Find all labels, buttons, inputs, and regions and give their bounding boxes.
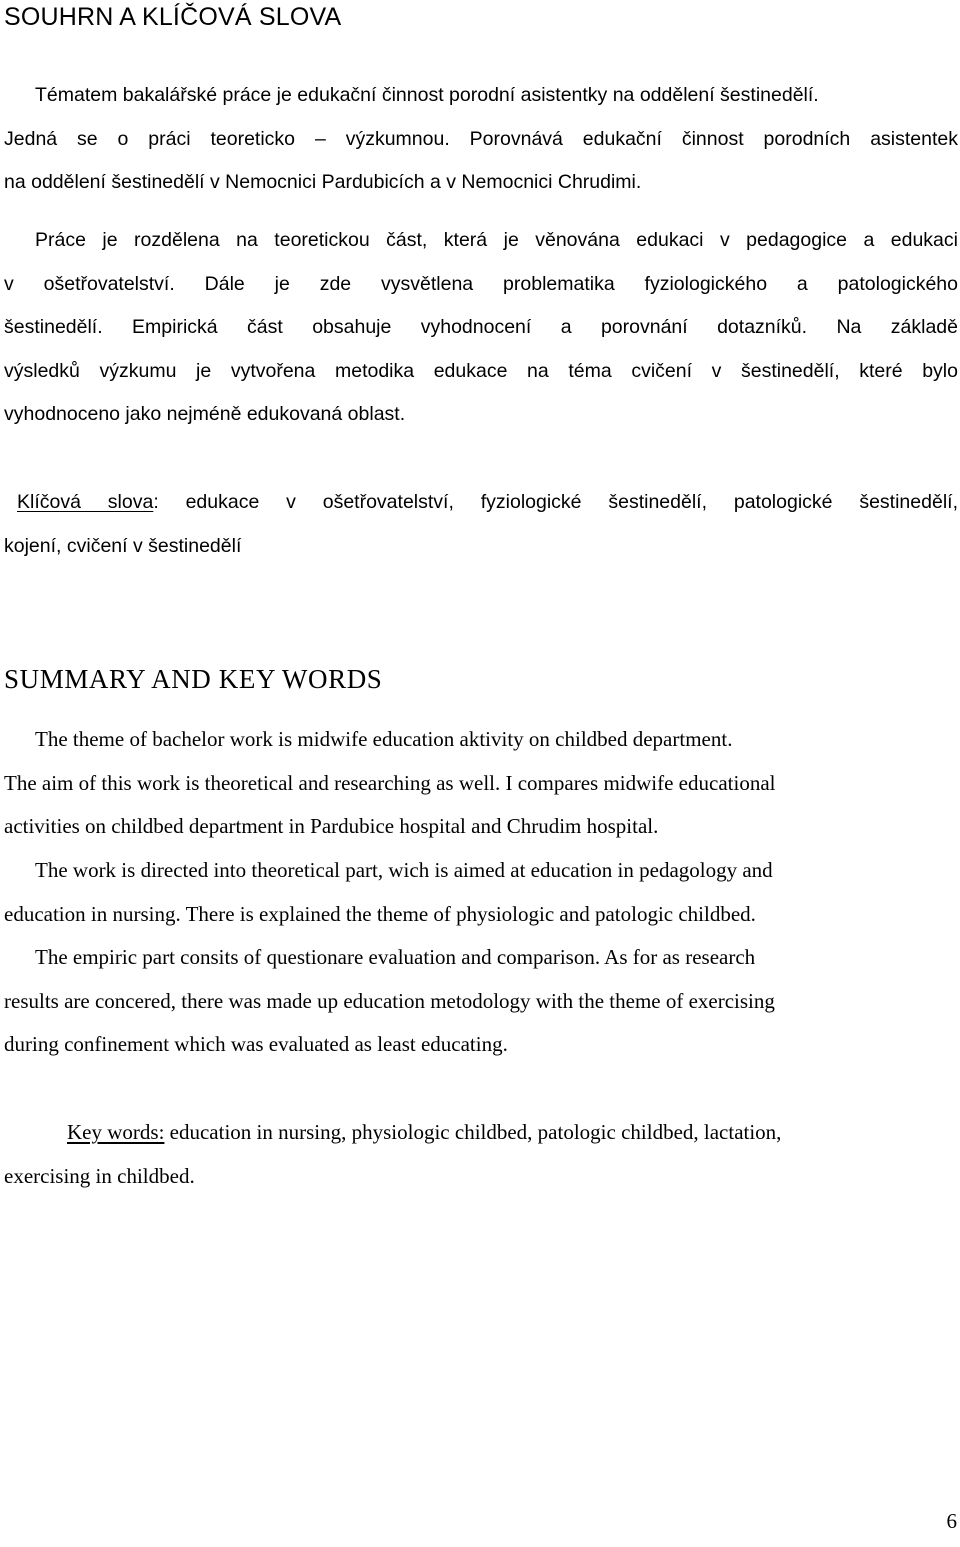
czech-keywords <box>4 481 958 568</box>
english-paragraph-2 <box>4 849 958 936</box>
page-number: 6 <box>946 1509 957 1533</box>
text-line: Tématem bakalářské práce je edukační činnost porodní asistentky na oddělení šestinedělí. <box>35 84 819 106</box>
text-line <box>4 1111 958 1155</box>
text-line: The theme of bachelor work is midwife education aktivity on childbed department. <box>35 727 733 751</box>
text-line: activities on childbed department in Pardubice hospital and Chrudim hospital. <box>4 814 659 839</box>
text-line: exercising in childbed. <box>4 1163 195 1188</box>
czech-paragraph-1 <box>4 74 958 205</box>
text-line: vyhodnoceno jako nejméně edukovaná oblast. <box>4 403 406 426</box>
czech-keywords-label: Klíčová slova <box>17 491 154 513</box>
text-line <box>4 481 958 525</box>
english-section-heading: SUMMARY AND KEY WORDS <box>4 664 383 694</box>
text-line: výsledků výzkumu je vytvořena metodika edukace na téma cvičení v šestinedělí, které bylo <box>4 359 958 382</box>
english-paragraph-3 <box>4 936 958 1067</box>
text-line: na oddělení šestinedělí v Nemocnici Pardubicích a v Nemocnici Chrudimi. <box>4 171 642 194</box>
english-paragraph-1 <box>4 718 958 849</box>
text-line: results are concered, there was made up education metodology with the theme of exercising <box>4 988 775 1013</box>
text-line: The empiric part consits of questionare evaluation and comparison. As for as research <box>35 945 756 969</box>
czech-keywords-list: : edukace v ošetřovatelství, fyziologické šestinedělí, patologické šestinedělí, <box>153 491 958 513</box>
text-line: education in nursing. There is explained the theme of physiologic and patologic childbed. <box>4 901 756 926</box>
text-line: The aim of this work is theoretical and researching as well. I compares midwife educational <box>4 770 776 795</box>
english-keywords-list: education in nursing, physiologic childbed, patologic childbed, lactation, <box>164 1120 782 1144</box>
text-line: during confinement which was evaluated as least educating. <box>4 1032 508 1057</box>
czech-paragraph-2 <box>4 219 958 437</box>
text-line: Práce je rozdělena na teoretickou část, která je věnována edukaci v pedagogice a edukaci <box>35 229 958 251</box>
text-line: kojení, cvičení v šestinedělí <box>4 534 242 557</box>
english-keywords <box>4 1111 958 1198</box>
text-line: The work is directed into theoretical part, wich is aimed at education in pedagology and <box>35 858 773 882</box>
text-line: Jedná se o práci teoreticko – výzkumnou. Porovnává edukační činnost porodních asistentek <box>4 127 958 150</box>
text-line: šestinedělí. Empirická část obsahuje vyhodnocení a porovnání dotazníků. Na základě <box>4 316 958 339</box>
text-line: v ošetřovatelství. Dále je zde vysvětlena problematika fyziologického a patologického <box>4 272 958 295</box>
english-keywords-label: Key words: <box>67 1120 165 1144</box>
czech-section-heading: SOUHRN A KLÍČOVÁ SLOVA <box>4 3 342 31</box>
